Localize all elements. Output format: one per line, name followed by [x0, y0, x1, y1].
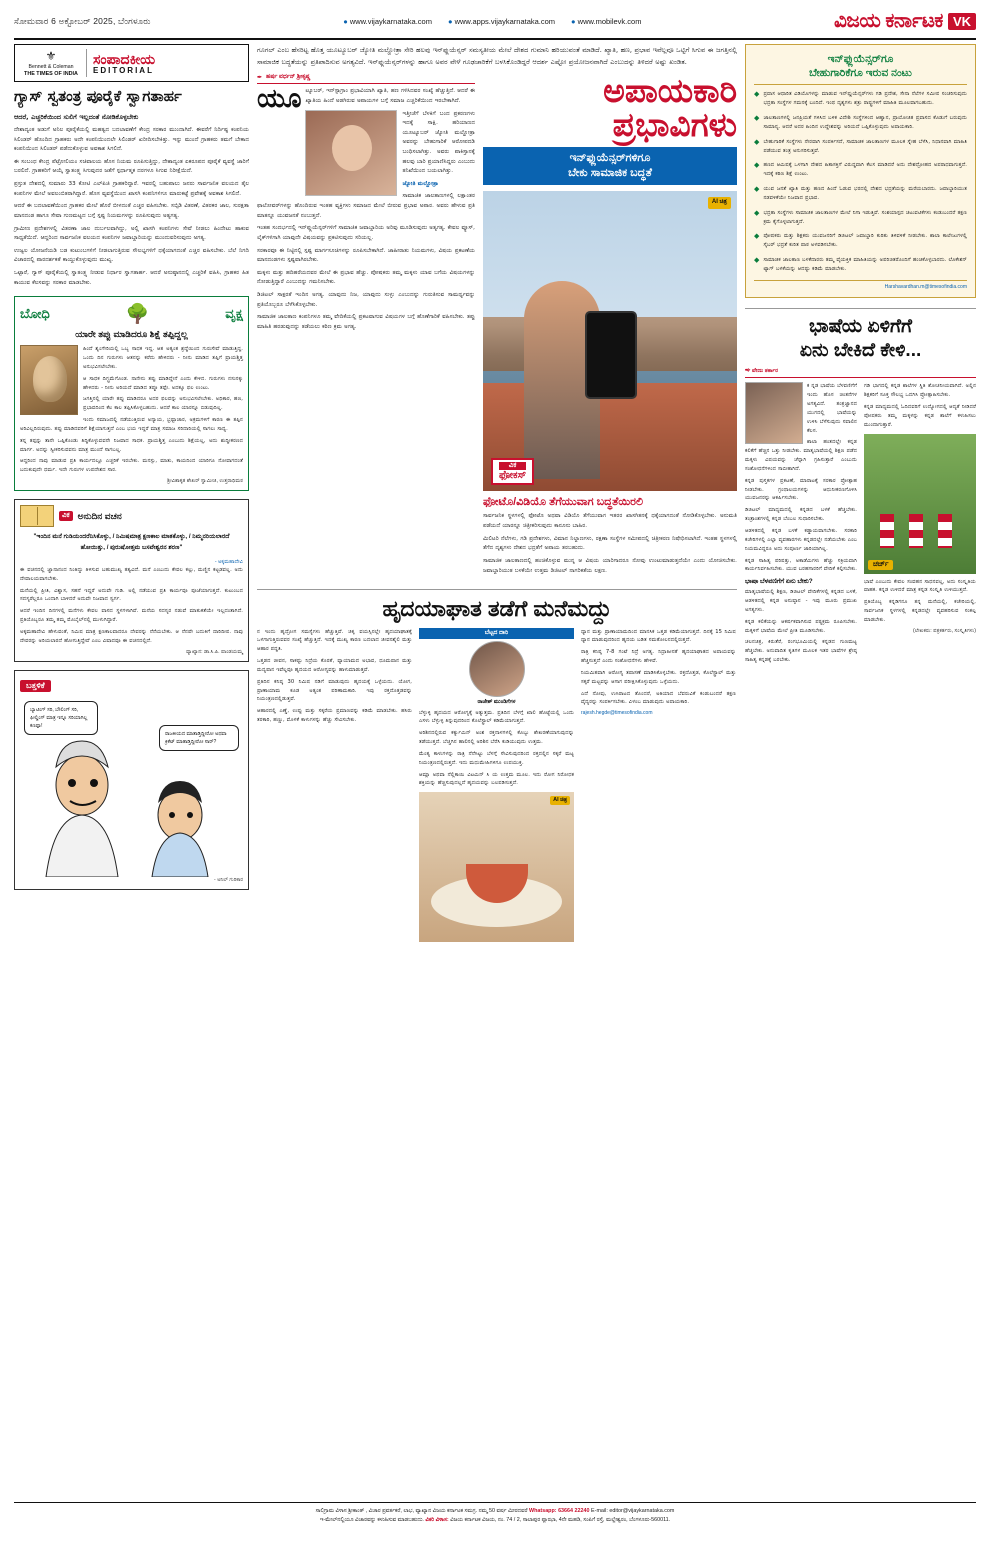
- list-item: ◆ ಜಾಲತಾಣಗಳಲ್ಲಿ ಜನಪ್ರಿಯತೆ ಗಳಿಸಿದ ಬಳಿಕ ವಿದೇಶಿ ಸಂಸ್ಥೆಗಳಿಂದ ಆಹ್ವಾನ, ಪ್ರಾಯೋಜಿತ ಪ್ರವಾಸದ ಕೊಡುಗೆ ಬರುವುದು ಸಾಮಾನ್ಯ. ಆದರೆ ಅದರ ಹಿಂದಿನ ಉದ್ದೇಶವನ್ನು ಅರಿಯದೆ ಒಪ್ಪಿಕೊಳ್ಳುವುದು ಅಪಾಯಕಾರಿ.: [754, 114, 967, 130]
- crest-icon: ⚜: [45, 49, 57, 63]
- flag-shape: [938, 514, 952, 548]
- lead-headline-2: ಪ್ರಭಾವಿಗಳು: [612, 105, 737, 145]
- bodhi-word-2: ವೃಕ್ಷ: [225, 306, 243, 322]
- sidebar-bullets: [754, 90, 967, 274]
- bullet-icon: ◆: [754, 256, 760, 265]
- editorial-title: ಸಂಪಾದಕೀಯ: [93, 50, 156, 67]
- list-item: ◆ ಪ್ರವಾಸ ಆಧಾರಿತ ವಿಡಿಯೊಗಳನ್ನು ಮಾಡುವ ಇನ್‌ಫ್ಲುಯೆನ್ಸರ್‌ಗಳು ಗಡಿ ಪ್ರದೇಶ, ಸೇನಾ ನೆಲೆಗಳ ಸಮೀಪ ಸಂಚರಿಸುವುದು ಭದ್ರತಾ ಸಂಸ್ಥೆಗಳ ಗಮನಕ್ಕೆ ಬಂದಿದೆ. ಇಂಥ ದೃಶ್ಯಗಳು ಶತ್ರು ರಾಷ್ಟ್ರಗಳಿಗೆ ಮಾಹಿತಿ ಮೂಲವಾಗಬಹುದು.: [754, 90, 967, 107]
- cartoon-bubble-right: ರಾಜಕೀಯದ ಮಾತಾಡ್ತಿದ್ದೀರೋ ಅಥವಾ ಕ್ರಿಕೆಟ್‌ ಮಾತಾಡ್ತಿದ್ದೀರೋ ಸಾರ್‌?: [159, 725, 239, 751]
- list-item: ◆ ಹಣದ ಆಮಿಷಕ್ಕೆ ಒಳಗಾಗಿ ದೇಶದ ಹಿತಾಸಕ್ತಿಗೆ ವಿರುದ್ಧವಾಗಿ ಕೆಲಸ ಮಾಡಿದರೆ ಅದು ದೇಶದ್ರೋಹದ ಅಪರಾಧವಾಗುತ್ತದೆ. ಇದಕ್ಕೆ ಕಠಿಣ ಶಿಕ್ಷೆ ಉಂಟು.: [754, 161, 967, 178]
- lead-headline-1: ಅಪಾಯಕಾರಿ: [603, 71, 737, 111]
- vachana-header: [20, 505, 243, 527]
- heart-ai-badge: AI ಚಿತ್ರ: [550, 796, 570, 805]
- editorial-header: [14, 44, 249, 82]
- book-icon: [20, 505, 54, 527]
- lead-subhead-band: ಇನ್‌ಫ್ಲುಯೆನ್ಸರ್‌ಗಳಿಗೂ ಬೇಕು ಸಾಮಾಜಿಕ ಬದ್ಧತೆ: [483, 147, 737, 186]
- ai-image-badge: AI ಚಿತ್ರ: [708, 197, 731, 208]
- heart-author-mail: rajesh.hegde@timesofindia.com: [581, 710, 653, 717]
- flag-shape: [909, 514, 923, 548]
- vachana-title: ಅನುದಿನ ವಚನ: [77, 510, 122, 521]
- brand-badge: VK: [948, 13, 976, 30]
- left-column: [14, 44, 249, 1496]
- right-column: [745, 44, 976, 1496]
- list-item: ◆ ಸಾಮಾಜಿಕ ಜಾಲತಾಣ ಬಳಕೆದಾರರು ತಮ್ಮ ವೈಯಕ್ತಿಕ ಮಾಹಿತಿಯನ್ನು ಅಪರಿಚಿತರೊಂದಿಗೆ ಹಂಚಿಕೊಳ್ಳಬಾರದು. ಲೊಕೇಶನ್‌ ಟ್ಯಾಗ್‌ ಬಳಕೆಯನ್ನು ಆದಷ್ಟು ಕಡಿಮೆ ಮಾಡಬೇಕು.: [754, 256, 967, 272]
- language-headline: ಭಾಷೆಯ ಏಳಿಗೆಗೆ ಏನು ಬೇಕಿದೆ ಕೇಳಿ...: [799, 315, 922, 361]
- pen-icon: ✒: [257, 75, 263, 82]
- lead-wrap: [257, 71, 737, 579]
- lead-byline: ✒ ಹರ್ಷ ವರ್ಧನ್‌ ಶ್ರೀಕೃಷ್ಣ: [257, 74, 475, 84]
- heart-headline: ಹೃದಯಾಘಾತ ತಡೆಗೆ ಮನೆಮದ್ದು: [382, 596, 612, 622]
- vachana-body: ಈ ವಚನದಲ್ಲಿ ಜ್ಞಾನಾನಂದ ನಿಂತಿದ್ದು ತಿಳಿಸುವ ಬಹುಮುಖ್ಯ ತತ್ವವಿದೆ. ಮನೆ ಎಂಬುದು ಕೇವಲ ಕಲ್ಲು, ಮಣ್ಣಿನ ಕಟ್ಟಡವಲ್ಲ. ಅದು ದೇವಾಲಯವಾಗಬೇಕು. ಮನೆಯಲ್ಲಿ ಪ್ರೀತಿ, ವಿಶ್ವಾಸ, ಸಹನೆ ಇದ್ದರೆ ಅದುವೇ ಗುಡಿ. ಅಲ್ಲಿ ನಡೆಯುವ ಪ್ರತಿ ಕಾರ್ಯವೂ ಪೂಜೆಯಾಗುತ್ತದೆ. ಕುಟುಂಬದ ಸದಸ್ಯರೆಲ್ಲರೂ ಒಂದಾಗಿ ಬಾಳಿದರೆ ಅದುವೇ ನಿಜವಾದ ಸ್ವರ್ಗ. ಆದರೆ ಇಂದಿನ ದಿನಗಳಲ್ಲಿ ಮನೆಗಳು ಕೇವಲ ವಾಸದ ಸ್ಥಳಗಳಾಗಿವೆ. ಮನೆಯ ಸದಸ್ಯರ ನಡುವೆ ಮಾತುಕತೆಯೇ ಇಲ್ಲದಂತಾಗಿದೆ. ಪ್ರತಿಯೊಬ್ಬರೂ ತಮ್ಮ ತಮ್ಮ ಮೊಬೈಲ್‌ನಲ್ಲಿ ಮುಳುಗಿದ್ದಾರೆ. ಅಕ್ಕಮಹಾದೇವಿ ಹೇಳುವಂತೆ, ನಿಮಿಷ ಮಾತ್ರ ಕ್ಷಣಕಾಲವಾದರೂ ದೇವರನ್ನು ನೆನೆಯಬೇಕು. ಆ ನೆನಪೇ ಬದುಕಿಗೆ ದಾರಿದೀಪ. ನಾವು ದೇವರನ್ನು ಅರಿಯಲಾರದೆ ಹೋಗುತ್ತಿದ್ದೇವೆ ಎಂಬ ವಿಷಾದವೂ ಈ ವಚನದಲ್ಲಿದೆ.: [20, 566, 243, 644]
- vk-focus-badge: ವಿಕ ಫೋಕಸ್‌: [491, 458, 534, 485]
- photo-caption: ಜ್ಯೋತಿ ಮಲ್ಹೋತ್ರಾ: [402, 180, 439, 187]
- editorial-body: ಆದರೆ, ಎಚ್ಚರಿಕೆಯಿಂದ ಸುಲಿಗೆ ಇಲ್ಲದಂತೆ ನೋಡಿಕೊಳ್ಳಬೇಕು ದೇಶಾದ್ಯಂತ ಅಡುಗೆ ಅನಿಲ ಪೂರೈಕೆಯಲ್ಲಿ ಮಹತ್ವದ ಬದಲಾವಣೆಗೆ ಕೇಂದ್ರ ಸರಕಾರ ಮುಂದಾಗಿದೆ. ಈವರೆಗೆ ನಿರ್ದಿಷ್ಟ ಕಂಪನಿಯ ಸಿಲಿಂಡರ್‌ ಹೊಂದಿದ ಗ್ರಾಹಕರು ಅದೇ ಕಂಪನಿಯಿಂದಲೇ ಸಿಲಿಂಡರ್‌ ಖರೀದಿಸಬೇಕಿತ್ತು. ಇನ್ನು ಮುಂದೆ ಗ್ರಾಹಕರು ತಮಗೆ ಬೇಕಾದ ಕಂಪನಿಯಿಂದ ಸಿಲಿಂಡರ್‌ ಪಡೆದುಕೊಳ್ಳುವ ಅವಕಾಶ ಸಿಗಲಿದೆ. ಈ ಸಂಬಂಧ ಕೇಂದ್ರ ಪೆಟ್ರೋಲಿಯಂ ಸಚಿವಾಲಯ ಹೊಸ ನಿಯಮ ರೂಪಿಸುತ್ತಿದ್ದು, ದೇಶಾದ್ಯಂತ ಏಕರೂಪದ ಪೂರೈಕೆ ವ್ಯವಸ್ಥೆ ಜಾರಿಗೆ ಬರಲಿದೆ. ಗ್ರಾಹಕರಿಗೆ ಆಯ್ಕೆ ಸ್ವಾತಂತ್ರ್ಯ ಸಿಗುವುದರ ಜತೆಗೆ ಸ್ಪರ್ಧಾತ್ಮಕ ದರಗಳೂ ಸಿಗುವ ನಿರೀಕ್ಷೆಯಿದೆ. ಪ್ರಸ್ತುತ ದೇಶದಲ್ಲಿ ಸುಮಾರು 33 ಕೋಟಿ ಎಲ್‌ಪಿಜಿ ಗ್ರಾಹಕರಿದ್ದಾರೆ. ಇವರಲ್ಲಿ ಬಹುಪಾಲು ಜನರು ಸಾರ್ವಜನಿಕ ವಲಯದ ತೈಲ ಕಂಪನಿಗಳ ಮೇಲೆ ಅವಲಂಬಿತರಾಗಿದ್ದಾರೆ. ಹೊಸ ವ್ಯವಸ್ಥೆಯಿಂದ ಖಾಸಗಿ ಕಂಪನಿಗಳಿಗೂ ಮಾರುಕಟ್ಟೆ ಪ್ರವೇಶಕ್ಕೆ ಅವಕಾಶ ಸಿಗಲಿದೆ. ಆದರೆ ಈ ಬದಲಾವಣೆಯಿಂದ ಗ್ರಾಹಕರ ಮೇಲೆ ಹೊರೆ ಬೀಳದಂತೆ ಎಚ್ಚರ ವಹಿಸಬೇಕು. ಸಬ್ಸಿಡಿ ವಿತರಣೆ, ವಿತರಕರ ಜಾಲ, ಸುರಕ್ಷತಾ ಮಾನದಂಡ ಹಾಗೂ ಸೇವಾ ಗುಣಮಟ್ಟದ ಬಗ್ಗೆ ಸ್ಪಷ್ಟ ನಿಯಮಗಳನ್ನು ರೂಪಿಸುವುದು ಅತ್ಯಗತ್ಯ. ಗ್ರಾಮೀಣ ಪ್ರದೇಶಗಳಲ್ಲಿ ವಿತರಣಾ ಜಾಲ ದುರ್ಬಲವಾಗಿದ್ದು, ಅಲ್ಲಿ ಖಾಸಗಿ ಕಂಪನಿಗಳು ಸೇವೆ ನೀಡಲು ಹಿಂದೇಟು ಹಾಕುವ ಸಾಧ್ಯತೆಯಿದೆ. ಆದ್ದರಿಂದ ಸಾರ್ವಜನಿಕ ವಲಯದ ಕಂಪನಿಗಳ ಜವಾಬ್ದಾರಿಯನ್ನು ಮುಂದುವರಿಸುವುದು ಅಗತ್ಯ. ಉಜ್ವಲ ಯೋಜನೆಯಡಿ ಬಡ ಕುಟುಂಬಗಳಿಗೆ ನೀಡಲಾಗುತ್ತಿರುವ ಸೌಲಭ್ಯಗಳಿಗೆ ಧಕ್ಕೆಯಾಗದಂತೆ ಎಚ್ಚರ ವಹಿಸಬೇಕು. ಬೆಲೆ ನಿಗದಿ ವಿಚಾರದಲ್ಲಿ ಪಾರದರ್ಶಕತೆ ಕಾಯ್ದುಕೊಳ್ಳುವುದು ಮುಖ್ಯ. ಒಟ್ಟಾರೆ, ಗ್ಯಾಸ್‌ ಪೂರೈಕೆಯಲ್ಲಿ ಸ್ವಾತಂತ್ರ್ಯ ನೀಡುವ ನಿರ್ಧಾರ ಸ್ವಾಗತಾರ್ಹ. ಆದರೆ ಅನುಷ್ಠಾನದಲ್ಲಿ ಎಚ್ಚರಿಕೆ ವಹಿಸಿ, ಗ್ರಾಹಕರ ಹಿತ ಕಾಯುವ ಕೆಲಸವನ್ನು ಸರಕಾರ ಮಾಡಬೇಕು.: [14, 113, 249, 286]
- page-footer: ಸಾಲಿಗ್ರಾಮ ವಿಳಾಸ ಶ್ರೀಕಾಂತ್‌ , ವಿಚಾರ ಪ್ರವರ್ತಕರೆ, ಲಾಭ, ವ್ಯಾಖ್ಯಾನ ವಿಜಯ ಕರ್ನಾಟಕ ಸಮಗ್ರ. ನಮ್ಮ 50 ವರ್ಷ ಮೀರದವರೆ Whatsapp: 63664 22240 E-mail: editor@vijaykarnataka.com ಇ-ಮೇಲ್‌ನಲ್ಲಿಯೂ ವಿಚಾರವನ್ನು ಕಳುಹಿಸುವ ಮಾಡಬಹುದು. ವಿಕರಿ ವಿಳಾಸ: ವಿಜಯ ಕರ್ನಾಟಕ ವಿಜಯ, ನಂ. 74 / 2, ಸಾಲಾಪುರ ಪ್ಲಾಝಾ, 4ನೇ ಮಹಡಿ, ಸಂಪಿಗೆ ರಸ್ತೆ, ಮಲ್ಲೇಶ್ವರಂ, ಬೆಂಗಳೂರು-560011.: [14, 1502, 976, 1525]
- list-item: ◆ ಪೋಷಕರು ಮತ್ತು ಶಿಕ್ಷಕರು ಯುವಜನರಿಗೆ ಡಿಜಿಟಲ್‌ ಜವಾಬ್ದಾರಿ ಕುರಿತು ತಿಳಿವಳಿಕೆ ನೀಡಬೇಕು. ಶಾಲಾ ಕಾಲೇಜುಗಳಲ್ಲಿ ಸೈಬರ್‌ ಭದ್ರತೆ ಕುರಿತ ಪಾಠ ಅಳವಡಿಸಬೇಕು.: [754, 232, 967, 249]
- masthead-date: ಸೋಮವಾರ 6 ಅಕ್ಟೋಬರ್‌ 2025, ಬೆಂಗಳೂರು: [14, 16, 151, 26]
- heart-article: [257, 589, 737, 946]
- lead-left: [257, 74, 475, 579]
- vachana-verse: "ಇಂದಿನ ಮನೆ ಗುಡಿಯಂದರೆನಿಸಿಕೊಳ್ಳು, / ನಿಮಿಷಮಾತ್ರ ಕ್ಷಣಕಾಲ ಮಾತಕೊಳ್ಳು, / ನಿಮ್ಮನರಿಯಲಾರದೆ ಹೋಯಿತ್ತು, / ಪುರುಷೋತ್ತಮ ಬಸವೇಶ್ವರನ ಶರಣ": [33, 533, 230, 551]
- heart-columns: [257, 628, 737, 947]
- influencer-spy-box: [745, 44, 976, 298]
- lead-intro: ಗೂಗಲ್‌ ಎಂಬ ಹೆಸರಿಟ್ಟ ಹೊತ್ತ ಯೂಟ್ಯೂಬರ್‌ ಜ್ಯೋತಿ ಮಲ್ಹೋತ್ರಾ ಸೇರಿ ಹಲವು ಇನ್‌ಫ್ಲುಯೆನ್ಸರ್‌ ಸಮಸ್ಯತೀಯ ಮೇಲೆ ದೇಶದ ಗುಮಾನಿ ಹರಿಯುವಂತೆ ಮಾಡಿದೆ. ಖ್ಯಾತಿ, ಹಣ, ಪ್ರಭಾವ ಇವೆಲ್ಲವೂ ಒಟ್ಟಿಗೆ ಸಿಗುವ ಈ ಜಗತ್ತಿನಲ್ಲಿ ಸಾಮಾಜಿಕ ಬದ್ಧತೆಯನ್ನು ಪ್ರತಿಪಾದಿಸುವ ಅಗತ್ಯವಿದೆ. ಇನ್‌ಫ್ಲುಯೆನ್ಸರ್‌ಗಳನ್ನು ಹಾಗೂ ಅವರ ವೇಳೆ ಗೂಢಚಾರಿಕೆಗೆ ಬಳಸಿಕೊಂಡಿದ್ದರೆ ಆದರ್ಶ ಎಷ್ಟೋ ಪ್ರಯೋಜನವಾಗಿದೆ ಎಂಬುದನ್ನು ತಿಳಿದರೆ ಅಷ್ಟು ಖಂಡಿತ.: [257, 46, 737, 67]
- footer-email[interactable]: E-mail: editor@vijaykarnataka.com: [591, 1508, 675, 1514]
- heart-chip-title: ಬೆಟ್ಟದ ದಾರಿ: [419, 628, 574, 639]
- bodhi-signature: ಶ್ರೀವಿಶಾಕೃತ ಶೇಖರ್‌ ಸ್ವಾಮೀಜಿ, ಉತ್ತರಾಧಿಮಠ: [167, 478, 243, 485]
- lead-main-photo: [483, 191, 737, 491]
- bullet-icon: ◆: [754, 114, 760, 123]
- bullet-icon: ◆: [754, 232, 760, 241]
- cartoon-bubble-left: ಬ್ಯಾಟಿಂಗ್‌ ಸರಿ, ಬೌಲಿಂಗ್‌ ಸರಿ, ಫೀಲ್ಡಿಂಗ್‌ ಮಾತ್ರ ಇನ್ನೂ ಸರಿಯಾಗಿಲ್ಲ ಕಣಪ್ಪಾ!: [24, 701, 98, 735]
- bodhi-header: [20, 302, 243, 326]
- language-col-1: ಕ ನ್ನಡ ಭಾಷೆಯ ಬೆಳವಣಿಗೆಗೆ ಇಂದು ಹೊಸ ಚಿಂತನೆಗಳ ಅಗತ್ಯವಿದೆ. ತಂತ್ರಜ್ಞಾನದ ಯುಗದಲ್ಲಿ ಭಾಷೆಯನ್ನು ಉಳಿಸಿ ಬೆಳೆಸುವುದು ಸವಾಲಿನ ಕೆಲಸ. ಶಾಲಾ ಹಂತದಲ್ಲೇ ಕನ್ನಡ ಕಲಿಕೆಗೆ ಹೆಚ್ಚಿನ ಒತ್ತು ನೀಡಬೇಕು. ಮಾತೃಭಾಷೆಯಲ್ಲಿ ಶಿಕ್ಷಣ ಪಡೆದ ಮಕ್ಕಳು ವಿಷಯವನ್ನು ಚೆನ್ನಾಗಿ ಗ್ರಹಿಸುತ್ತಾರೆ ಎಂಬುದು ಸಂಶೋಧನೆಗಳಿಂದ ಸಾಬೀತಾಗಿದೆ. ಕನ್ನಡ ಪುಸ್ತಕಗಳ ಪ್ರಕಟಣೆ, ಮಾರಾಟಕ್ಕೆ ಸರಕಾರ ಪ್ರೋತ್ಸಾಹ ನೀಡಬೇಕು. ಗ್ರಂಥಾಲಯಗಳನ್ನು ಆಧುನೀಕರಣಗೊಳಿಸಿ ಯುವಜನರನ್ನು ಆಕರ್ಷಿಸಬೇಕು. ಡಿಜಿಟಲ್‌ ಮಾಧ್ಯಮದಲ್ಲಿ ಕನ್ನಡದ ಬಳಕೆ ಹೆಚ್ಚಬೇಕು. ತಂತ್ರಾಂಶಗಳಲ್ಲಿ ಕನ್ನಡ ಬೆಂಬಲ ಸುಧಾರಿಸಬೇಕು. ಆಡಳಿತದಲ್ಲಿ ಕನ್ನಡ ಬಳಕೆ ಕಡ್ಡಾಯವಾಗಬೇಕು. ಸರಕಾರಿ ಕಚೇರಿಗಳಲ್ಲಿ ಎಲ್ಲಾ ವ್ಯವಹಾರಗಳು ಕನ್ನಡದಲ್ಲೇ ನಡೆಯಬೇಕು ಎಂಬ ನಿಯಮವಿದ್ದರೂ ಅದು ಸಂಪೂರ್ಣ ಜಾರಿಯಾಗಿಲ್ಲ. ಕನ್ನಡ ಸಾಹಿತ್ಯ ಪರಿಷತ್ತು, ಅಕಾಡೆಮಿಗಳು ಹೆಚ್ಚು ಸಕ್ರಿಯವಾಗಿ ಕಾರ್ಯನಿರ್ವಹಿಸಬೇಕು. ಯುವ ಬರಹಗಾರರಿಗೆ ವೇದಿಕೆ ಕಲ್ಪಿಸಬೇಕು. ಭಾಷಾ ಬೆಳವಣಿಗೆಗೆ ಏನು ಬೇಕು? ಮಾತೃಭಾಷೆಯಲ್ಲಿ ಶಿಕ್ಷಣ, ಡಿಜಿಟಲ್‌ ವೇದಿಕೆಗಳಲ್ಲಿ ಕನ್ನಡದ ಬಳಕೆ, ಆಡಳಿತದಲ್ಲಿ ಕನ್ನಡ ಅನುಷ್ಠಾನ - ಇವು ಮೂರು ಪ್ರಮುಖ ಅಗತ್ಯಗಳು. ಕನ್ನಡ ಕಲಿಕೆಯನ್ನು ಆಕರ್ಷಕವಾಗಿಸುವ ಪಠ್ಯಕ್ರಮ ರೂಪಿಸಬೇಕು. ಮಕ್ಕಳಿಗೆ ಭಾಷೆಯ ಮೇಲೆ ಪ್ರೀತಿ ಮೂಡಿಸಬೇಕು. ಚಲನಚಿತ್ರ, ಕಿರುತೆರೆ, ರಂಗಭೂಮಿಯಲ್ಲಿ ಕನ್ನಡದ ಗುಣಮಟ್ಟ ಹೆಚ್ಚಬೇಕು. ಅನುವಾದಿತ ಕೃತಿಗಳ ಮೂಲಕ ಇತರ ಭಾಷೆಗಳ ಶ್ರೇಷ್ಠ ಸಾಹಿತ್ಯ ಕನ್ನಡಕ್ಕೆ ಬರಬೇಕು.: [745, 383, 857, 664]
- bodhi-subtitle: ಯಾರೇ ತಪ್ಪು ಮಾಡಿದರೂ ಶಿಕ್ಷೆ ತಪ್ಪಿದ್ದಲ್ಲ: [75, 329, 188, 340]
- bullet-icon: ◆: [754, 137, 760, 146]
- church-photo: [864, 434, 976, 574]
- drop-cap: ಯೂ: [257, 84, 302, 115]
- masthead: [14, 10, 976, 40]
- heart-col-2: ಬೆಟ್ಟದ ದಾರಿ ರಾಜೇಶ್‌ ಮುಂಡಿಗೆಗಳ ಬೆಳ್ಳುಳ್ಳಿ ಹೃದಯದ ಆರೋಗ್ಯಕ್ಕೆ ಅತ್ಯುತ್ತಮ. ಪ್ರತಿದಿನ ಬೆಳಗ್ಗೆ ಖಾಲಿ ಹೊಟ್ಟೆಯಲ್ಲಿ ಒಂದು ಎಸಳು ಬೆಳ್ಳುಳ್ಳಿ ತಿನ್ನುವುದರಿಂದ ಕೊಲೆಸ್ಟ್ರಾಲ್‌ ಕಡಿಮೆಯಾಗುತ್ತದೆ. ಅರಿಶಿನದಲ್ಲಿರುವ ಕರ್ಕ್ಯುಮಿನ್‌ ಅಂಶ ರಕ್ತನಾಳಗಳಲ್ಲಿ ಕೊಬ್ಬು ಶೇಖರಣೆಯಾಗುವುದನ್ನು ತಡೆಯುತ್ತದೆ. ಬೆಚ್ಚಗಿನ ಹಾಲಿನಲ್ಲಿ ಅರಿಶಿನ ಬೆರೆಸಿ ಕುಡಿಯುವುದು ಉತ್ತಮ. ಮೆಂತ್ಯ ಕಾಳುಗಳನ್ನು ರಾತ್ರಿ ನೆನೆಸಿಟ್ಟು ಬೆಳಗ್ಗೆ ಸೇವಿಸುವುದರಿಂದ ರಕ್ತದಲ್ಲಿನ ಸಕ್ಕರೆ ಮಟ್ಟ ನಿಯಂತ್ರಣದಲ್ಲಿರುತ್ತದೆ. ಇದು ಮಧುಮೇಹಿಗಳಿಗೂ ಉಪಯುಕ್ತ. ಆಮ್ಲಾ ಅಥವಾ ನೆಲ್ಲಿಕಾಯಿ ವಿಟಮಿನ್‌ ಸಿ ಯ ಉತ್ತಮ ಮೂಲ. ಇದು ರೋಗ ನಿರೋಧಕ ಶಕ್ತಿಯನ್ನು ಹೆಚ್ಚಿಸುವುದಲ್ಲದೆ ಹೃದಯವನ್ನು ಬಲಪಡಿಸುತ್ತದೆ. AI ಚಿತ್ರ: [419, 628, 574, 947]
- bullet-icon: ◆: [754, 90, 760, 99]
- vk-badge: ವಿಕ: [59, 511, 73, 521]
- phone-shape: [585, 311, 637, 399]
- bullet-icon: ◆: [754, 161, 760, 170]
- church-tag: ಚರ್ಚ್‌: [868, 560, 893, 570]
- bullet-icon: ◆: [754, 208, 760, 217]
- bullet-icon: ◆: [754, 185, 760, 194]
- jyoti-photo: [305, 110, 397, 196]
- caption-body: ಸಾರ್ವಜನಿಕ ಸ್ಥಳಗಳಲ್ಲಿ ಫೋಟೊ ಅಥವಾ ವಿಡಿಯೊ ತೆಗೆಯುವಾಗ ಇತರರ ಖಾಸಗಿತನಕ್ಕೆ ಧಕ್ಕೆಯಾಗದಂತೆ ನೋಡಿಕೊಳ್ಳಬೇಕು. ಅನುಮತಿ ಪಡೆಯದೆ ಯಾರನ್ನೂ ಚಿತ್ರೀಕರಿಸುವುದು ಕಾನೂನು ಬಾಹಿರ. ಮಿಲಿಟರಿ ನೆಲೆಗಳು, ಗಡಿ ಪ್ರದೇಶಗಳು, ವಿಮಾನ ನಿಲ್ದಾಣಗಳು, ರಕ್ಷಣಾ ಸಂಸ್ಥೆಗಳ ಸಮೀಪದಲ್ಲಿ ಚಿತ್ರೀಕರಣ ನಿಷೇಧಿಸಲಾಗಿದೆ. ಇಂತಹ ಸ್ಥಳಗಳಲ್ಲಿ ತೆಗೆದ ದೃಶ್ಯಗಳು ದೇಶದ ಭದ್ರತೆಗೆ ಅಪಾಯ ತರಬಹುದು. ಸಾಮಾಜಿಕ ಜಾಲತಾಣದಲ್ಲಿ ಹಂಚಿಕೊಳ್ಳುವ ಮುನ್ನ ಆ ವಿಷಯ ಯಾರಿಗಾದರೂ ನೋವು ಉಂಟುಮಾಡುತ್ತದೆಯೇ ಎಂದು ಯೋಚಿಸಬೇಕು. ಜವಾಬ್ದಾರಿಯುತ ಬಳಕೆಯೇ ಉತ್ತಮ ಡಿಜಿಟಲ್‌ ನಾಗರಿಕತೆಯ ಲಕ್ಷಣ.: [483, 513, 737, 574]
- cartoon-stage: [20, 697, 243, 877]
- vachana-signature: ವ್ಯಾಖ್ಯಾನ: ಡಾ.ಸಿ.ಪಿ. ಪಾಂಡಯಮ್ಮ: [186, 648, 243, 655]
- toi-logo: ⚜ Bennett & Coleman THE TIMES OF INDIA: [21, 49, 87, 77]
- editorial-headline: ಗ್ಯಾಸ್‌ ಸ್ವತಂತ್ರ ಪೂರೈಕೆ ಸ್ವಾಗತಾರ್ಹ: [14, 87, 182, 106]
- flag-shape: [880, 514, 894, 548]
- language-col-2: ಗಡಿ ಭಾಗದಲ್ಲಿ ಕನ್ನಡ ಶಾಲೆಗಳ ಸ್ಥಿತಿ ಶೋಚನೀಯವಾಗಿದೆ. ಅಲ್ಲಿನ ಶಿಕ್ಷಕರಿಗೆ ಸೂಕ್ತ ಸೌಲಭ್ಯ ಒದಗಿಸಿ ಪ್ರೋತ್ಸಾಹಿಸಬೇಕು. ಕನ್ನಡ ಮಾಧ್ಯಮದಲ್ಲಿ ಓದಿದವರಿಗೆ ಉದ್ಯೋಗದಲ್ಲಿ ಆದ್ಯತೆ ನೀಡಿದರೆ ಪೋಷಕರು ತಮ್ಮ ಮಕ್ಕಳನ್ನು ಕನ್ನಡ ಶಾಲೆಗೆ ಕಳುಹಿಸಲು ಮುಂದಾಗುತ್ತಾರೆ. ಚರ್ಚ್‌ ಭಾಷೆ ಎಂಬುದು ಕೇವಲ ಸಂವಹನ ಸಾಧನವಲ್ಲ, ಅದು ಸಂಸ್ಕೃತಿಯ ವಾಹಕ. ಕನ್ನಡ ಉಳಿದರೆ ಮಾತ್ರ ಕನ್ನಡ ಸಂಸ್ಕೃತಿ ಉಳಿಯುತ್ತದೆ. ಪ್ರತಿಯೊಬ್ಬ ಕನ್ನಡಿಗನೂ ತನ್ನ ಮನೆಯಲ್ಲಿ, ಕಚೇರಿಯಲ್ಲಿ, ಸಾರ್ವಜನಿಕ ಸ್ಥಳಗಳಲ್ಲಿ ಕನ್ನಡದಲ್ಲೇ ವ್ಯವಹರಿಸುವ ಸಂಕಲ್ಪ ಮಾಡಬೇಕು. (ಲೇಖಕರು: ಪತ್ರಕರ್ತರು, ಸಂಸ್ಕೃತಿಗಳು): [864, 383, 976, 634]
- language-author-photo: [745, 382, 803, 444]
- middle-column: [257, 44, 737, 1496]
- cartoonist-signature: - ಅನಿಲ್‌ ಗುರಿಕಾರ: [214, 876, 243, 883]
- link-apps[interactable]: ● www.apps.vijaykarnataka.com: [447, 17, 556, 26]
- language-columns: [745, 382, 976, 668]
- heart-col-1: ನ ಇಂದು ಹೃದ್ರೋಗ ಸಮಸ್ಯೆಗಳು ಹೆಚ್ಚುತ್ತಿವೆ. ಚಿಕ್ಕ ವಯಸ್ಸಿನಲ್ಲೇ ಹೃದಯಾಘಾತಕ್ಕೆ ಒಳಗಾಗುತ್ತಿರುವವರ ಸಂಖ್ಯೆ ಹೆಚ್ಚುತ್ತಿದೆ. ಇದಕ್ಕೆ ಮುಖ್ಯ ಕಾರಣ ಬದಲಾದ ಜೀವನಶೈಲಿ ಮತ್ತು ಆಹಾರ ಪದ್ಧತಿ. ಒತ್ತಡದ ಜೀವನ, ಸಾಕಷ್ಟು ನಿದ್ರೆಯ ಕೊರತೆ, ವ್ಯಾಯಾಮದ ಅಭಾವ, ಧೂಮಪಾನ ಮತ್ತು ಮದ್ಯಪಾನ ಇವೆಲ್ಲವೂ ಹೃದಯದ ಆರೋಗ್ಯವನ್ನು ಹಾಳುಮಾಡುತ್ತವೆ. ಪ್ರತಿದಿನ ಕನಿಷ್ಠ 30 ನಿಮಿಷ ನಡಿಗೆ ಮಾಡುವುದು ಹೃದಯಕ್ಕೆ ಒಳ್ಳೆಯದು. ಯೋಗ, ಪ್ರಾಣಾಯಾಮ ಕೂಡ ಅತ್ಯಂತ ಪರಿಣಾಮಕಾರಿ. ಇವು ರಕ್ತದೊತ್ತಡವನ್ನು ನಿಯಂತ್ರಣದಲ್ಲಿಡುತ್ತವೆ. ಆಹಾರದಲ್ಲಿ ಎಣ್ಣೆ, ಉಪ್ಪು ಮತ್ತು ಸಕ್ಕರೆಯ ಪ್ರಮಾಣವನ್ನು ಕಡಿಮೆ ಮಾಡಬೇಕು. ಹಸಿರು ತರಕಾರಿ, ಹಣ್ಣು, ಮೊಳಕೆ ಕಾಳುಗಳನ್ನು ಹೆಚ್ಚು ಸೇವಿಸಬೇಕು.: [257, 628, 412, 724]
- cartoon-tag: ಬತ್ತಳಿಕೆ: [20, 680, 51, 692]
- language-article: [745, 308, 976, 668]
- language-question-head: ಭಾಷಾ ಬೆಳವಣಿಗೆಗೆ ಏನು ಬೇಕು?: [745, 578, 813, 586]
- brand-name: ವಿಜಯ ಕರ್ನಾಟಕ: [834, 10, 943, 32]
- lead-body-left: ಯೂಟ್ಯೂಬರ್‌, ಇನ್‌ಸ್ಟಾಗ್ರಾಂ ಪ್ರಭಾವಿಯಾಗಿ ಖ್ಯಾತಿ, ಹಣ ಗಳಿಸಿದವರ ಸಂಖ್ಯೆ ಹೆಚ್ಚುತ್ತಿದೆ. ಆದರೆ ಈ ಖ್ಯಾತಿಯ ಹಿಂದೆ ಅಡಗಿರುವ ಅಪಾಯಗಳ ಬಗ್ಗೆ ಸಮಾಜ ಎಚ್ಚರಿಕೆಯಿಂದ ಇರಬೇಕಾಗಿದೆ. ಇತ್ತೀಚೆಗೆ ಬೆಳಕಿಗೆ ಬಂದ ಪ್ರಕರಣಗಳು ಇದಕ್ಕೆ ಸಾಕ್ಷಿ. ಹರಿಯಾಣದ ಯೂಟ್ಯೂಬರ್‌ ಜ್ಯೋತಿ ಮಲ್ಹೋತ್ರಾ ಅವರನ್ನು ಬೇಹುಗಾರಿಕೆ ಆರೋಪದಡಿ ಬಂಧಿಸಲಾಗಿತ್ತು. ಅವರು ಪಾಕಿಸ್ತಾನಕ್ಕೆ ಹಲವು ಬಾರಿ ಪ್ರಯಾಣಿಸಿದ್ದರು ಎಂಬುದು ತನಿಖೆಯಿಂದ ಬಯಲಾಗಿತ್ತು. ಜ್ಯೋತಿ ಮಲ್ಹೋತ್ರಾ ಸಾಮಾಜಿಕ ಜಾಲತಾಣಗಳಲ್ಲಿ ಲಕ್ಷಾಂತರ ಫಾಲೋವರ್‌ಗಳನ್ನು ಹೊಂದಿರುವ ಇಂತಹ ವ್ಯಕ್ತಿಗಳು ಸಮಾಜದ ಮೇಲೆ ಬೀರುವ ಪ್ರಭಾವ ಅಪಾರ. ಅವರು ಹೇಳುವ ಪ್ರತಿ ಮಾತನ್ನೂ ಯುವಜನತೆ ನಂಬುತ್ತದೆ. ಇಂತಹ ಸಂದರ್ಭದಲ್ಲಿ ಇನ್‌ಫ್ಲುಯೆನ್ಸರ್‌ಗಳಿಗೆ ಸಾಮಾಜಿಕ ಜವಾಬ್ದಾರಿಯ ಅರಿವು ಮೂಡಿಸುವುದು ಅತ್ಯಗತ್ಯ. ಕೇವಲ ವ್ಯೂಸ್‌, ಲೈಕ್‌ಗಳಿಗಾಗಿ ಯಾವುದೇ ವಿಷಯವನ್ನು ಪ್ರಕಟಿಸುವುದು ಸರಿಯಲ್ಲ. ಸರಕಾರವೂ ಈ ನಿಟ್ಟಿನಲ್ಲಿ ಸ್ಪಷ್ಟ ಮಾರ್ಗಸೂಚಿಗಳನ್ನು ರೂಪಿಸಬೇಕಾಗಿದೆ. ಜಾಹೀರಾತು ನಿಯಮಗಳು, ವಿಷಯ ಪ್ರಕಟಣೆಯ ಮಾನದಂಡಗಳು ಸ್ಪಷ್ಟವಾಗಿರಬೇಕು. ಮಕ್ಕಳು ಮತ್ತು ಹದಿಹರೆಯದವರ ಮೇಲೆ ಈ ಪ್ರಭಾವ ಹೆಚ್ಚು. ಪೋಷಕರು ತಮ್ಮ ಮಕ್ಕಳು ಯಾವ ಬಗೆಯ ವಿಷಯಗಳನ್ನು ನೋಡುತ್ತಿದ್ದಾರೆ ಎಂಬುದನ್ನು ಗಮನಿಸಬೇಕು. ಡಿಜಿಟಲ್‌ ಸಾಕ್ಷರತೆ ಇಂದಿನ ಅಗತ್ಯ. ಯಾವುದು ನಿಜ, ಯಾವುದು ಸುಳ್ಳು ಎಂಬುದನ್ನು ಗುರುತಿಸುವ ಸಾಮರ್ಥ್ಯವನ್ನು ಪ್ರತಿಯೊಬ್ಬರೂ ಬೆಳೆಸಿಕೊಳ್ಳಬೇಕು. ಸಾಮಾಜಿಕ ಜಾಲತಾಣ ಕಂಪನಿಗಳೂ ತಮ್ಮ ವೇದಿಕೆಯಲ್ಲಿ ಪ್ರಕಟವಾಗುವ ವಿಷಯಗಳ ಬಗ್ಗೆ ಹೊಣೆಗಾರಿಕೆ ವಹಿಸಬೇಕು. ತಪ್ಪು ಮಾಹಿತಿ ಹರಡುವುದನ್ನು ತಡೆಯಲು ಕಠಿಣ ಕ್ರಮ ಅಗತ್ಯ.: [257, 84, 476, 330]
- tree-icon: 🌳: [125, 304, 150, 326]
- cartoon-box: [14, 670, 249, 890]
- lead-right: [483, 71, 737, 579]
- bodhi-vruksha-box: [14, 296, 249, 491]
- heart-food-photo: [419, 792, 574, 942]
- list-item: ◆ ಭದ್ರತಾ ಸಂಸ್ಥೆಗಳು ಸಾಮಾಜಿಕ ಜಾಲತಾಣಗಳ ಮೇಲೆ ನಿಗಾ ಇಡುತ್ತಿವೆ. ಸಂಶಯಾಸ್ಪದ ಚಟುವಟಿಕೆಗಳು ಕಂಡುಬಂದರೆ ತಕ್ಷಣ ಕ್ರಮ ಕೈಗೊಳ್ಳಲಾಗುತ್ತದೆ.: [754, 208, 967, 225]
- masthead-links: [343, 17, 641, 26]
- language-byline: ✒ ವೇಣು ತರ್ಕಾರ: [745, 368, 976, 378]
- list-item: ◆ ಯುವ ಜನತೆ ಖ್ಯಾತಿ ಮತ್ತು ಹಣದ ಹಿಂದೆ ಓಡುವ ಭರದಲ್ಲಿ ದೇಶದ ಭದ್ರತೆಯನ್ನು ಮರೆಯಬಾರದು. ಜವಾಬ್ದಾರಿಯುತ ನಡವಳಿಕೆಯೇ ನಿಜವಾದ ಪ್ರಭಾವ.: [754, 185, 967, 201]
- bodhi-body: ಹಿಂದೆ ಶೃಂಗೇರಿಯಲ್ಲಿ ಒಬ್ಬ ಸಾಧಕ ಇದ್ದ. ಆತ ಅತ್ಯಂತ ಶ್ರದ್ಧೆಯಿಂದ ಗುರುಸೇವೆ ಮಾಡುತ್ತಿದ್ದ. ಒಂದು ದಿನ ಗುರುಗಳು ಆತನನ್ನು ಕರೆದು ಹೇಳಿದರು - ನೀನು ಮಾಡಿದ ತಪ್ಪಿಗೆ ಪ್ರಾಯಶ್ಚಿತ್ತ ಅನುಭವಿಸಲೇಬೇಕು. ಆ ಸಾಧಕ ದಿಗ್ಭ್ರಮೆಗೊಂಡ. ನಾನೇನು ತಪ್ಪು ಮಾಡಿದ್ದೇನೆ ಎಂದು ಕೇಳಿದ. ಗುರುಗಳು ನಸುನಕ್ಕು ಹೇಳಿದರು - ನೀನು ಅರಿಯದೆ ಮಾಡಿದ ತಪ್ಪೂ ತಪ್ಪೇ. ಅದಕ್ಕೂ ಫಲ ಉಂಟು. ಜಗತ್ತಿನಲ್ಲಿ ಯಾರೇ ತಪ್ಪು ಮಾಡಿದರೂ ಅದರ ಫಲವನ್ನು ಅನುಭವಿಸಲೇಬೇಕು. ಅಧಿಕಾರ, ಹಣ, ಪ್ರಭಾವದಿಂದ ಕೆಲ ಕಾಲ ತಪ್ಪಿಸಿಕೊಳ್ಳಬಹುದು. ಆದರೆ ಕಾಲ ಯಾರನ್ನೂ ಬಿಡುವುದಿಲ್ಲ. ಇಂದು ಸಮಾಜದಲ್ಲಿ ನಡೆಯುತ್ತಿರುವ ಅನ್ಯಾಯ, ಭ್ರಷ್ಟಾಚಾರ, ಅಕ್ರಮಗಳಿಗೆ ಕಾರಣ ಈ ತಪ್ಪಿನ ಅರಿವಿಲ್ಲದಿರುವುದು. ತಪ್ಪು ಮಾಡಿದವರಿಗೆ ಶಿಕ್ಷೆಯಾಗುತ್ತದೆ ಎಂಬ ಭಯ ಇದ್ದರೆ ಮಾತ್ರ ಸಮಾಜ ಸರಿದಾರಿಯಲ್ಲಿ ಸಾಗಲು ಸಾಧ್ಯ. ತನ್ನ ತಪ್ಪನ್ನು ತಾನೇ ಒಪ್ಪಿಕೊಂಡು ತಿದ್ದಿಕೊಳ್ಳುವವನೇ ನಿಜವಾದ ಸಾಧಕ. ಪ್ರಾಯಶ್ಚಿತ್ತ ಎಂಬುದು ಶಿಕ್ಷೆಯಲ್ಲ, ಅದು ಶುದ್ಧೀಕರಣದ ಮಾರ್ಗ. ಅದನ್ನು ಸ್ವೀಕರಿಸುವವನು ಮಾತ್ರ ಮುಂದೆ ಸಾಗಬಲ್ಲ. ಆದ್ದರಿಂದ ನಾವು ಮಾಡುವ ಪ್ರತಿ ಕಾರ್ಯದಲ್ಲೂ ಎಚ್ಚರಿಕೆ ಇರಬೇಕು. ಮನಸ್ಸು, ಮಾತು, ಕಾಯದಿಂದ ಯಾರಿಗೂ ನೋವಾಗದಂತೆ ಬದುಕುವುದೇ ಧರ್ಮ. ಇದೇ ಗುರುಗಳ ಉಪದೇಶದ ಸಾರ.: [20, 346, 243, 474]
- masthead-logo: [834, 10, 976, 33]
- list-item: ◆ ಬೇಹುಗಾರಿಕೆ ಸಂಸ್ಥೆಗಳು ನೇರವಾಗಿ ಸಂಪರ್ಕಿಸದೆ, ಸಾಮಾಜಿಕ ಜಾಲತಾಣಗಳ ಮೂಲಕ ಸ್ನೇಹ ಬೆಳೆಸಿ, ನಿಧಾನವಾಗಿ ಮಾಹಿತಿ ಪಡೆಯುವ ತಂತ್ರ ಅನುಸರಿಸುತ್ತವೆ.: [754, 137, 967, 154]
- link-web[interactable]: ● www.vijaykarnataka.com: [343, 17, 432, 26]
- sidebar-title: ಇನ್‌ಫ್ಲುಯೆನ್ಸರ್‌ಗೂ ಬೇಹುಗಾರಿಕೆಗೂ ಇರುವ ನಂಟು: [754, 52, 967, 85]
- caption-title: ಫೋಟೊ/ವಿಡಿಯೊ ತೆಗೆಯುವಾಗ ಬದ್ಧತೆಯಿರಲಿ: [483, 496, 643, 509]
- whatsapp-number: Whatsapp: 63664 22240: [529, 1508, 590, 1514]
- saint-portrait: [20, 345, 78, 415]
- anudina-vachana-box: [14, 499, 249, 661]
- heart-author-photo: [469, 641, 525, 697]
- editorial-subtitle: EDITORIAL: [93, 65, 154, 75]
- pen-icon: ✒: [745, 368, 751, 375]
- vachana-source: - ಅಕ್ಕಮಹಾದೇವಿ: [214, 558, 243, 565]
- bodhi-word-1: ಬೋಧಿ: [20, 306, 50, 322]
- sidebar-author-mail: Harshavardhan.m@timesofindia.com: [754, 280, 967, 290]
- heart-author-name: ರಾಜೇಶ್‌ ಮುಂಡಿಗೆಗಳ: [477, 698, 516, 705]
- link-mobile[interactable]: ● www.mobilevk.com: [571, 17, 642, 26]
- cartoon-drawing: [20, 727, 252, 877]
- heart-col-3: ಧ್ಯಾನ ಮತ್ತು ಪ್ರಾಣಾಯಾಮದಿಂದ ಮಾನಸಿಕ ಒತ್ತಡ ಕಡಿಮೆಯಾಗುತ್ತದೆ. ದಿನಕ್ಕೆ 15 ನಿಮಿಷ ಧ್ಯಾನ ಮಾಡುವುದರಿಂದ ಹೃದಯ ಬಡಿತ ಸಮತೋಲನದಲ್ಲಿರುತ್ತದೆ. ರಾತ್ರಿ ಕನಿಷ್ಠ 7-8 ಗಂಟೆ ನಿದ್ರೆ ಅಗತ್ಯ. ನಿದ್ರಾಹೀನತೆ ಹೃದಯಾಘಾತದ ಅಪಾಯವನ್ನು ಹೆಚ್ಚಿಸುತ್ತದೆ ಎಂದು ಸಂಶೋಧನೆಗಳು ಹೇಳಿವೆ. ನಿಯಮಿತವಾಗಿ ಆರೋಗ್ಯ ತಪಾಸಣೆ ಮಾಡಿಸಿಕೊಳ್ಳಬೇಕು. ರಕ್ತದೊತ್ತಡ, ಕೊಲೆಸ್ಟ್ರಾಲ್‌ ಮತ್ತು ಸಕ್ಕರೆ ಮಟ್ಟವನ್ನು ಆಗಾಗ ಪರೀಕ್ಷಿಸಿಕೊಳ್ಳುವುದು ಒಳ್ಳೆಯದು. ಎದೆ ನೋವು, ಉಸಿರಾಟದ ತೊಂದರೆ, ಅತಿಯಾದ ಬೆವರುವಿಕೆ ಕಂಡುಬಂದರೆ ತಕ್ಷಣ ವೈದ್ಯರನ್ನು ಸಂಪರ್ಕಿಸಬೇಕು. ವಿಳಂಬ ಮಾಡುವುದು ಅಪಾಯಕಾರಿ. rajesh.hegde@timesofindia.com: [581, 628, 736, 717]
- language-signature: (ಲೇಖಕರು: ಪತ್ರಕರ್ತರು, ಸಂಸ್ಕೃತಿಗಳು): [913, 627, 976, 634]
